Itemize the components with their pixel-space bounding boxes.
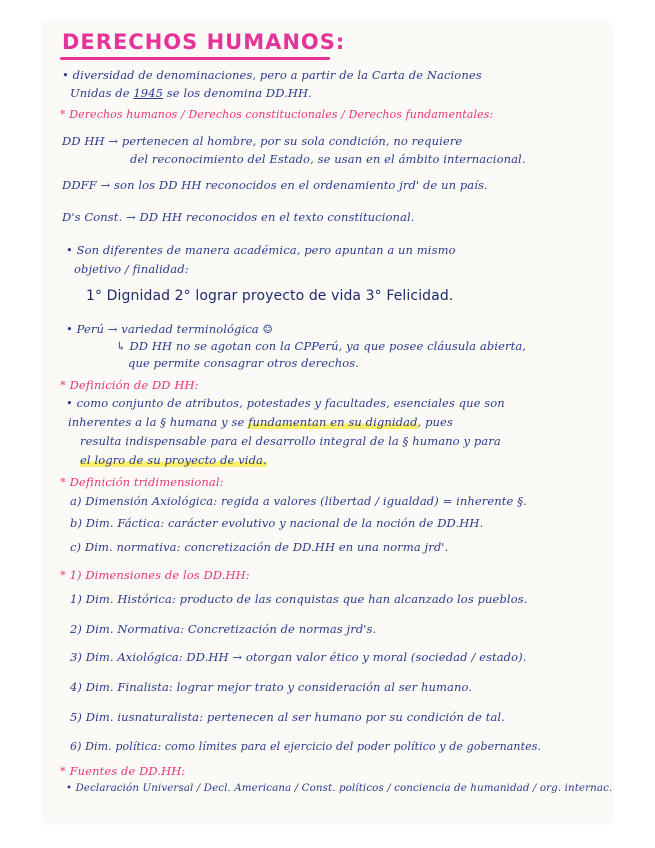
note-line-dim-finalista: 4) Dim. Finalista: lograr mejor trato y consideración al ser humano. — [70, 680, 473, 694]
highlighted-text: fundamentan en su dignidad — [248, 415, 418, 429]
note-line-def-3: resulta indispensable para el desarrollo integral de la § humano y para — [80, 434, 501, 448]
page-title: DERECHOS HUMANOS: — [62, 30, 346, 54]
note-line-def-2 — [68, 415, 453, 429]
note-line-factica: b) Dim. Fáctica: carácter evolutivo y nacional de la noción de DD.HH. — [70, 516, 484, 530]
note-line-normativa: c) Dim. normativa: concretización de DD.HH en una norma jrd'. — [70, 540, 449, 554]
note-line-ddhh: DD HH → pertenecen al hombre, por su sola condición, no requiere — [62, 134, 463, 148]
note-line-ddff: DDFF → son los DD HH reconocidos en el ordenamiento jrd' de un país. — [62, 178, 488, 192]
note-line-peru: • Perú → variedad terminológica ☺ — [66, 322, 273, 336]
note-line-dim-politica: 6) Dim. política: como límites para el ejercicio del poder político y de gobernantes. — [70, 740, 542, 753]
note-line-dim-axiologica: 3) Dim. Axiológica: DD.HH → otorgan valor ético y moral (sociedad / estado). — [70, 650, 527, 664]
note-text: , pues — [417, 415, 453, 429]
note-line-2 — [70, 86, 312, 100]
note-text: se los denomina DD.HH. — [163, 86, 312, 100]
highlighted-text: el logro de su proyecto de vida. — [80, 453, 267, 467]
note-line-def-1: • como conjunto de atributos, potestades y facultades, esenciales que son — [66, 396, 505, 410]
heading-definition: * Definición de DD HH: — [60, 378, 199, 392]
note-line-ds-const: D's Const. → DD HH reconocidos en el texto constitucional. — [62, 210, 415, 224]
note-line-academic: • Son diferentes de manera académica, pero apuntan a un mismo — [66, 243, 456, 257]
note-line-dim-normativa: 2) Dim. Normativa: Concretización de normas jrd's. — [70, 622, 377, 636]
heading-tridimensional: * Definición tridimensional: — [60, 475, 224, 489]
note-line-sources: • Declaración Universal / Decl. Americana / Const. políticos / conciencia de humanidad / org. internac. — [66, 782, 613, 794]
note-line-dim-iusnaturalista: 5) Dim. iusnaturalista: pertenecen al ser humano por su condición de tal. — [70, 710, 505, 724]
note-line-axiologica: a) Dimensión Axiológica: regida a valores (libertad / igualdad) = inherente §. — [70, 494, 527, 508]
note-line-dim-historica: 1) Dim. Histórica: producto de las conquistas que han alcanzado los pueblos. — [70, 592, 528, 606]
note-line-1: • diversidad de denominaciones, pero a partir de la Carta de Naciones — [62, 68, 482, 82]
heading-dimensions: * 1) Dimensiones de los DD.HH: — [60, 568, 250, 582]
title-underline — [60, 57, 330, 60]
note-line-objective: objetivo / finalidad: — [74, 262, 189, 276]
heading-denominations: * Derechos humanos / Derechos constitucionales / Derechos fundamentales: — [60, 108, 494, 121]
note-text: inherentes a la § humana y se — [68, 415, 249, 429]
year-underlined: 1945 — [133, 86, 164, 100]
note-line-goals: 1° Dignidad 2° lograr proyecto de vida 3° Felicidad. — [86, 288, 454, 304]
heading-sources: * Fuentes de DD.HH: — [60, 764, 186, 778]
note-text: Unidas de — [70, 86, 134, 100]
note-line-def-4 — [80, 453, 267, 467]
note-line-peru-detail: ↳ DD HH no se agotan con la CPPerú, ya que posee cláusula abierta, — [116, 339, 527, 353]
note-line-peru-detail-cont: que permite consagrar otros derechos. — [128, 356, 359, 370]
note-line-ddhh-cont: del reconocimiento del Estado, se usan en el ámbito internacional. — [130, 152, 526, 166]
